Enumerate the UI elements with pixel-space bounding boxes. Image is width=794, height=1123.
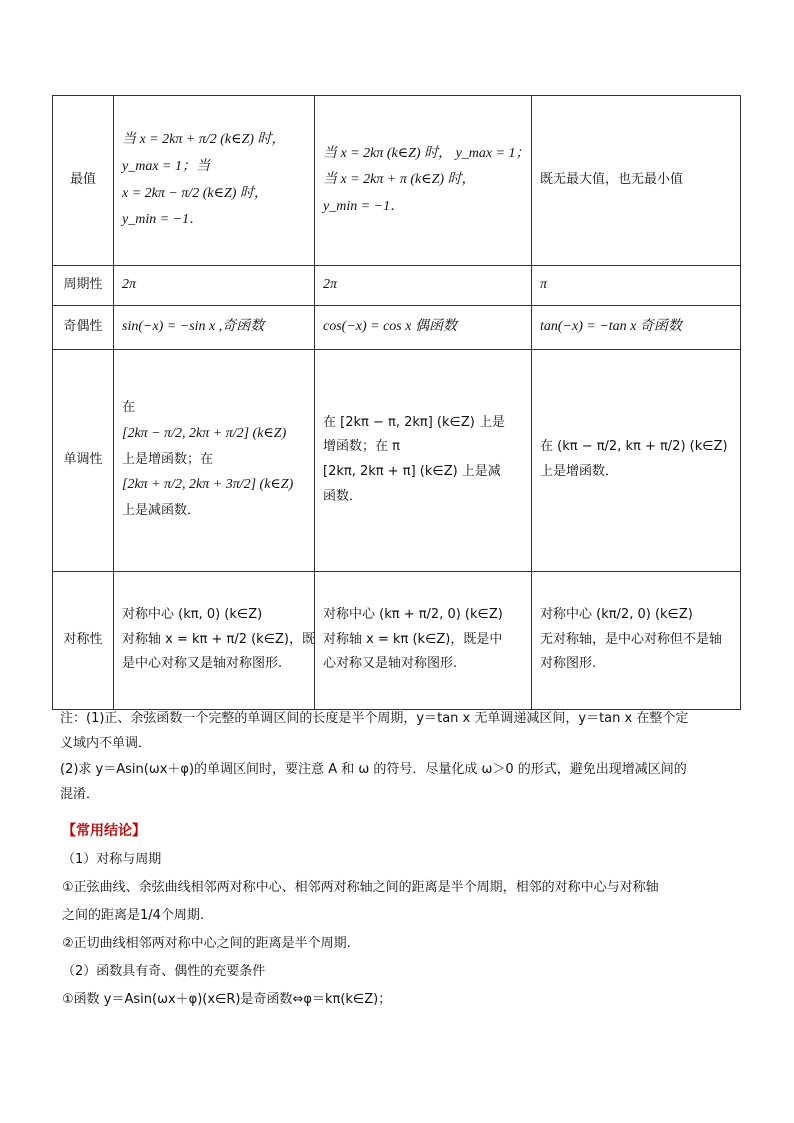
row-header: 单调性 bbox=[53, 349, 114, 571]
conclusion-line: 之间的距离是1/4个周期. bbox=[62, 907, 205, 923]
conclusion-line: （1）对称与周期 bbox=[62, 852, 162, 868]
sin-cell: sin(−x) = −sin x ,奇函数 bbox=[114, 305, 315, 349]
cos-cell: 在 [2kπ − π, 2kπ] (k∈Z) 上是 增函数；在 π [2kπ, 2kπ + π] (k∈Z) 上是减 函数． bbox=[315, 349, 532, 571]
cos-cell: cos(−x) = cos x 偶函数 bbox=[315, 305, 532, 349]
tan-cell: 对称中心 (kπ/2, 0) (k∈Z) 无对称轴，是中心对称但不是轴 对称图形. bbox=[532, 571, 741, 709]
row-header: 最值 bbox=[53, 96, 114, 266]
note-line: 混淆． bbox=[60, 787, 100, 803]
table-row bbox=[53, 305, 741, 349]
cos-cell: 2π bbox=[315, 266, 532, 306]
note-line: 注：(1)正、余弦函数一个完整的单调区间的长度是半个周期，y＝tan x 无单调递减区间，y＝tan x 在整个定 bbox=[60, 711, 689, 726]
conclusion-line: ②正切曲线相邻两对称中心之间的距离是半个周期. bbox=[62, 935, 351, 951]
note-line: 义域内不单调． bbox=[60, 736, 152, 752]
tan-cell: π bbox=[532, 266, 741, 306]
cos-cell: 当 x = 2kπ (k∈Z) 时， y_max = 1； 当 x = 2kπ + π (k∈Z) 时， y_min = −1． bbox=[315, 96, 532, 266]
common-conclusions bbox=[62, 816, 742, 1014]
sin-cell: 在 [2kπ − π/2, 2kπ + π/2] (k∈Z) 上是增函数；在 [2kπ + π/2, 2kπ + 3π/2] (k∈Z) 上是减函数． bbox=[114, 349, 315, 571]
tan-cell: 在 (kπ − π/2, kπ + π/2) (k∈Z) 上是增函数． bbox=[532, 349, 741, 571]
sin-cell: 2π bbox=[114, 266, 315, 306]
notes bbox=[60, 706, 740, 807]
tan-cell: 既无最大值，也无最小值 bbox=[532, 96, 741, 266]
row-header: 周期性 bbox=[53, 266, 114, 306]
section-heading: 【常用结论】 bbox=[62, 823, 146, 839]
conclusion-line: ①正弦曲线、余弦曲线相邻两对称中心、相邻两对称轴之间的距离是半个周期，相邻的对称中心与对称轴 bbox=[62, 880, 659, 896]
conclusion-line: （2）函数具有奇、偶性的充要条件 bbox=[62, 963, 266, 979]
tan-cell: tan(−x) = −tan x 奇函数 bbox=[532, 305, 741, 349]
cos-cell: 对称中心 (kπ + π/2, 0) (k∈Z) 对称轴 x = kπ (k∈Z)，既是中 心对称又是轴对称图形. bbox=[315, 571, 532, 709]
note-line: (2)求 y＝Asin(ωx＋φ)的单调区间时，要注意 A 和 ω 的符号．尽量化成 ω＞0 的形式，避免出现增减区间的 bbox=[60, 761, 687, 777]
table-row bbox=[53, 349, 741, 571]
trig-properties-table bbox=[52, 95, 741, 710]
table-row bbox=[53, 266, 741, 306]
table-row bbox=[53, 571, 741, 709]
sin-cell: 当 x = 2kπ + π/2 (k∈Z) 时， y_max = 1；当 x = 2kπ − π/2 (k∈Z) 时， y_min = −1． bbox=[114, 96, 315, 266]
row-header: 奇偶性 bbox=[53, 305, 114, 349]
table-row bbox=[53, 96, 741, 266]
row-header: 对称性 bbox=[53, 571, 114, 709]
sin-cell: 对称中心 (kπ, 0) (k∈Z) 对称轴 x = kπ + π/2 (k∈Z)，既 是中心对称又是轴对称图形. bbox=[114, 571, 315, 709]
conclusion-line: ①函数 y＝Asin(ωx＋φ)(x∈R)是奇函数⇔φ＝kπ(k∈Z)； bbox=[62, 991, 392, 1007]
